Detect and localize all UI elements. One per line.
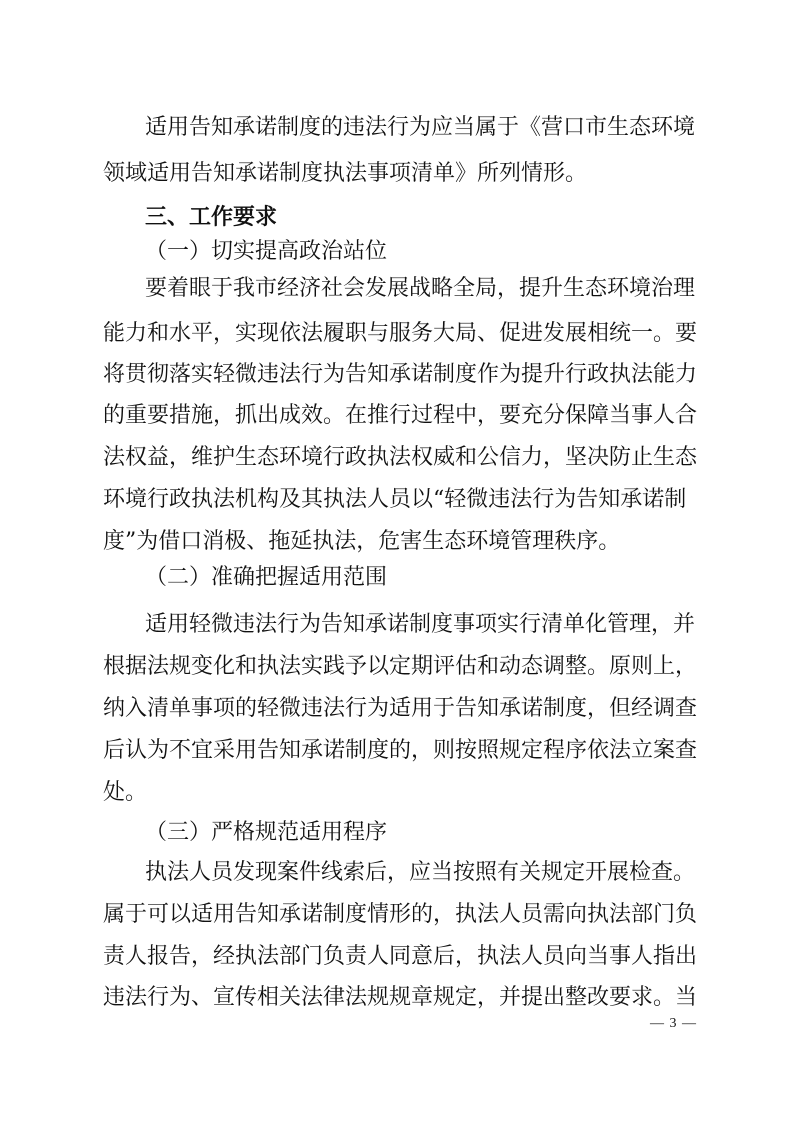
paragraph-line: 度”为借口消极、拖延执法，危害生态环境管理秩序。 xyxy=(103,529,621,554)
paragraph-line: 处。 xyxy=(103,780,148,805)
paragraph-line: 将贯彻落实轻微违法行为告知承诺制度作为提升行政执法能力 xyxy=(103,362,698,387)
paragraph-line: 违法行为、宣传相关法律法规规章规定，并提出整改要求。当 xyxy=(103,985,698,1010)
paragraph-line: 领域适用告知承诺制度执法事项清单》所列情形。 xyxy=(103,161,588,186)
paragraph-line: 后认为不宜采用告知承诺制度的，则按照规定程序依法立案查 xyxy=(103,738,698,763)
paragraph-line: 执法人员发现案件线索后，应当按照有关规定开展检查。 xyxy=(145,860,696,885)
paragraph-line: 纳入清单事项的轻微违法行为适用于告知承诺制度，但经调查 xyxy=(103,696,698,721)
paragraph-line: 根据法规变化和执法实践予以定期评估和动态调整。原则上， xyxy=(103,654,698,679)
paragraph-line: 属于可以适用告知承诺制度情形的，执法人员需向执法部门负 xyxy=(103,902,698,927)
paragraph-line: 能力和水平，实现依法履职与服务大局、促进发展相统一。要 xyxy=(103,321,698,346)
paragraph-line: 环境行政执法机构及其执法人员以“轻微违法行为告知承诺制 xyxy=(103,487,687,512)
subsection-heading: （二）准确把握适用范围 xyxy=(145,565,388,590)
paragraph-line: 法权益，维护生态环境行政执法权威和公信力，坚决防止生态 xyxy=(103,445,698,470)
paragraph-line: 适用告知承诺制度的违法行为应当属于《营口市生态环境 xyxy=(145,115,696,140)
paragraph-line: 的重要措施，抓出成效。在推行过程中，要充分保障当事人合 xyxy=(103,403,698,428)
paragraph-line: 要着眼于我市经济社会发展战略全局，提升生态环境治理 xyxy=(145,276,696,301)
paragraph-line: 适用轻微违法行为告知承诺制度事项实行清单化管理，并 xyxy=(145,612,696,637)
subsection-heading: （三）严格规范适用程序 xyxy=(145,820,388,845)
paragraph-line: 责人报告，经执法部门负责人同意后，执法人员向当事人指出 xyxy=(103,944,698,969)
section-heading: 三、工作要求 xyxy=(145,205,278,230)
page-number: — 3 — xyxy=(650,1016,697,1031)
subsection-heading: （一）切实提高政治站位 xyxy=(145,239,388,264)
